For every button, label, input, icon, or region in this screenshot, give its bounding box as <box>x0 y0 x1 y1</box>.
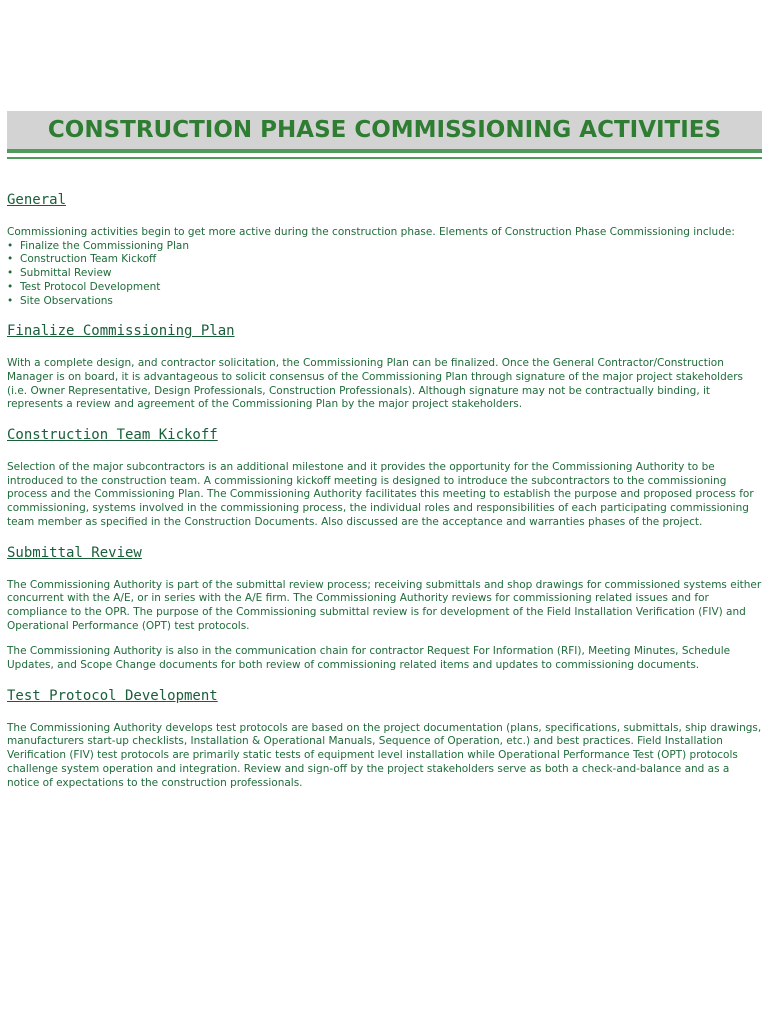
heading-general[interactable]: General <box>7 192 67 208</box>
section-general <box>7 189 763 308</box>
paragraph: Commissioning activities begin to get more active during the construction phase. Elements of Construction Phase Commissioning include: <box>7 226 735 238</box>
paragraph: With a complete design, and contractor solicitation, the Commissioning Plan can be finalized. Once the General Contractor/Construction Manager is on board, it is advantageous to solicit consensus of the Commissioning Plan through signature of the major project stakeholders (i.e. Owner Representative, Design Professionals, Construction Professionals). Although signature may not be contractually binding, it represents a review and agreement of the Commissioning Plan by the major project stakeholders. <box>7 357 743 411</box>
list-item: • Test Protocol Development <box>7 281 763 295</box>
heading-submittal-review[interactable]: Submittal Review <box>7 544 142 561</box>
list-item: • Finalize the Commissioning Plan <box>7 240 763 254</box>
section-submittal-review <box>7 542 763 673</box>
bullet-list <box>7 240 763 309</box>
heading-test-protocol-development[interactable]: Test Protocol Development <box>7 687 218 704</box>
list-item: • Submittal Review <box>7 267 763 281</box>
page-title: CONSTRUCTION PHASE COMMISSIONING ACTIVITIES <box>47 117 722 143</box>
heading-construction-team-kickoff[interactable]: Construction Team Kickoff <box>7 427 218 444</box>
heading-finalize-commissioning-plan[interactable]: Finalize Commissioning Plan <box>7 323 235 340</box>
paragraph: The Commissioning Authority develops test protocols are based on the project documentation (plans, specifications, submittals, ship drawings, manufacturers start-up checklists, Installation & Operational Manuals, Sequence of Operation, etc.) and best practices. Field Installation Verification (FIV) test protocols are primarily static tests of equipment level installation while Operational Performance Test (OPT) protocols challenge system operation and integration. Review and sign-off by the project stakeholders serve as both a check-and-balance and as a notice of expectations to the construction professionals. <box>7 721 762 789</box>
document-body <box>7 189 763 802</box>
section-construction-team-kickoff <box>7 424 763 530</box>
paragraph: The Commissioning Authority is also in the communication chain for contractor Request For Information (RFI), Meeting Minutes, Schedule Updates, and Scope Change documents for both review of commissioning related items and updates to commissioning documents. <box>7 645 731 672</box>
paragraph: Selection of the major subcontractors is an additional milestone and it provides the opportunity for the Commissioning Authority to be introduced to the construction team. A commissioning kickoff meeting is designed to introduce the subcontractors to the commissioning process and the Commissioning Plan. The Commissioning Authority facilitates this meeting to establish the purpose and proposed process for commissioning, systems involved in the commissioning process, the individual roles and responsibilities of each participating commissioning team member as specified in the Construction Documents. Also discussed are the acceptance and warranties phases of the project. <box>7 461 754 528</box>
title-banner <box>7 111 762 153</box>
title-divider <box>7 157 762 159</box>
list-item: • Site Observations <box>7 295 763 309</box>
list-item: • Construction Team Kickoff <box>7 253 763 267</box>
section-finalize-commissioning-plan <box>7 320 763 412</box>
paragraph: The Commissioning Authority is part of the submittal review process; receiving submittals and shop drawings for commissioned systems either concurrent with the A/E, or in series with the A/E firm. The Commissioning Authority reviews for commissioning related issues and for compliance to the OPR. The purpose of the Commissioning submittal review is for development of the Field Installation Verification (FIV) and Operational Performance (OPT) test protocols. <box>7 578 762 632</box>
section-test-protocol-development <box>7 685 763 791</box>
